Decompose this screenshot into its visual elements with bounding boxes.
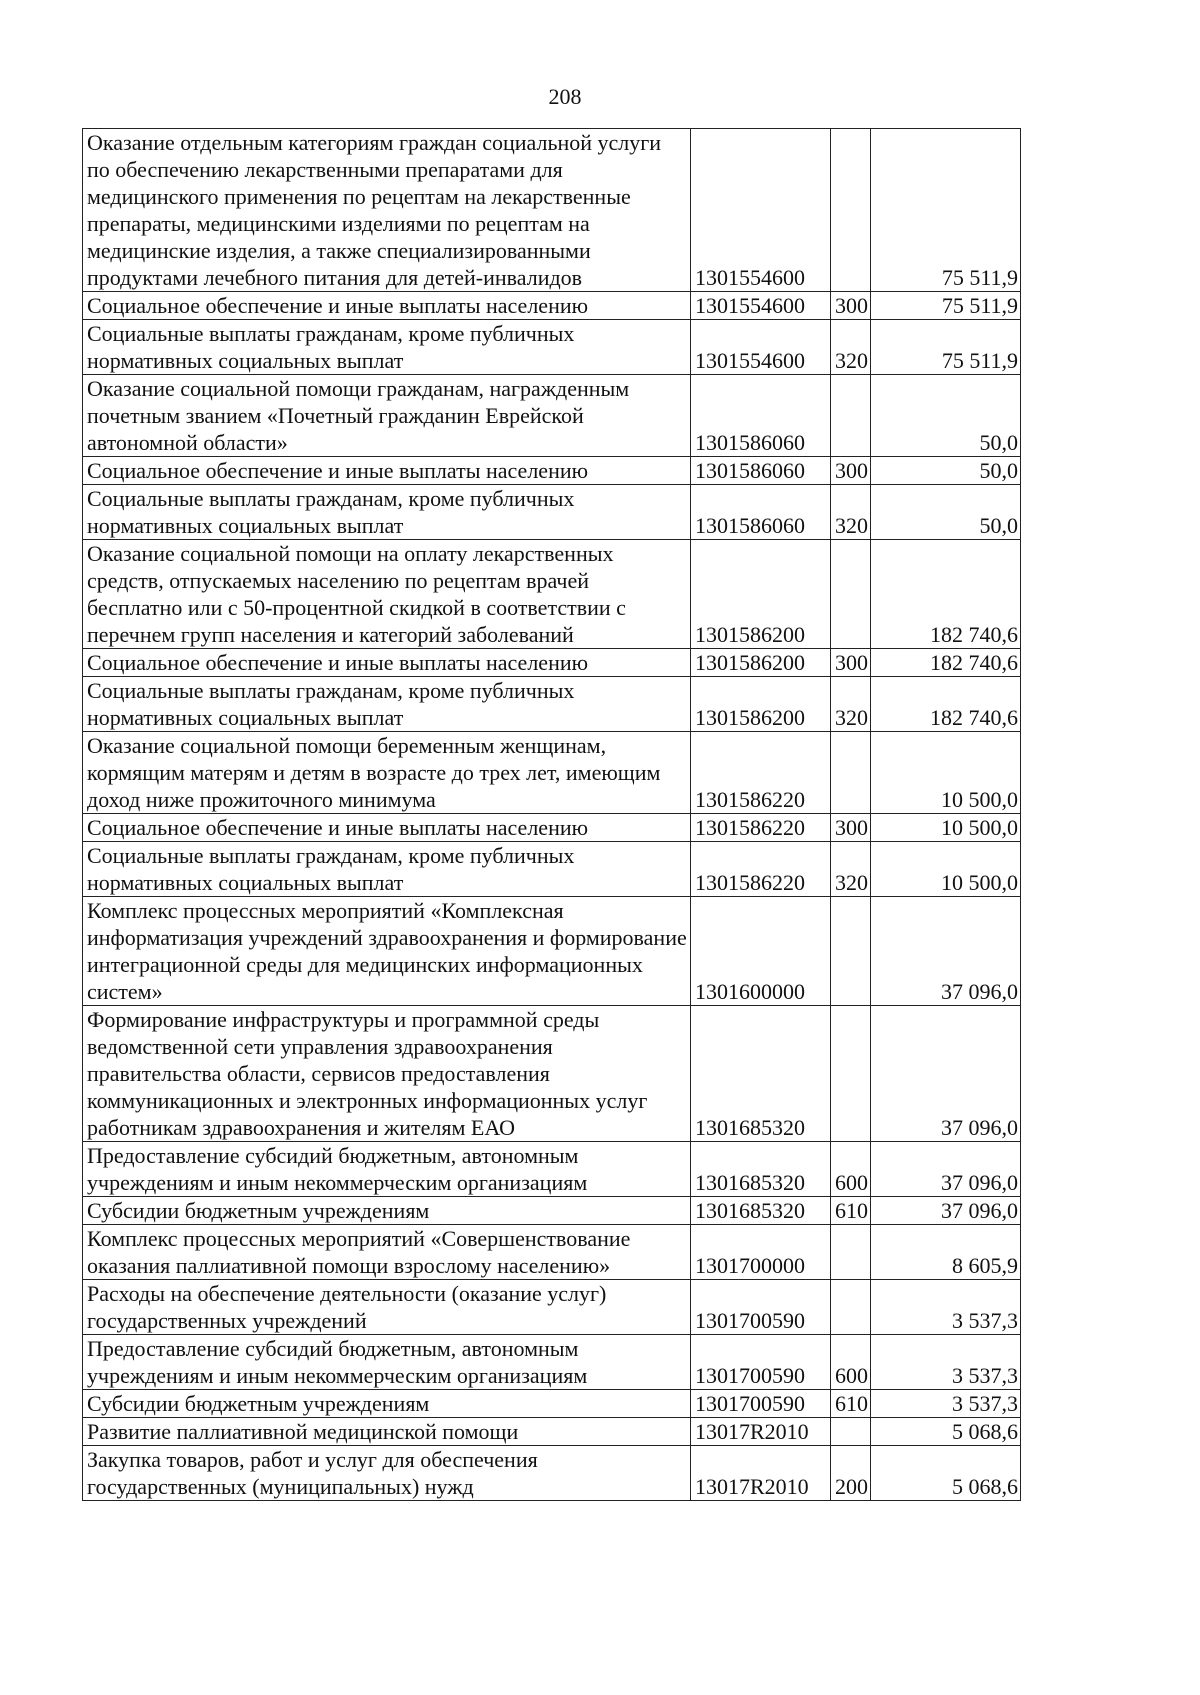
table-row (83, 1280, 1021, 1335)
row-type: 600 (831, 1335, 871, 1390)
row-type (831, 1280, 871, 1335)
row-name: Оказание социальной помощи на оплату лекарственных средств, отпускаемых населению по рецептам врачей бесплатно или с 50-процентной скидкой в соответствии с перечнем групп населения и категорий заболеваний (83, 540, 691, 649)
row-name: Комплекс процессных мероприятий «Совершенствование оказания паллиативной помощи взрослому населению» (83, 1225, 691, 1280)
row-type: 320 (831, 842, 871, 897)
row-type: 200 (831, 1446, 871, 1501)
row-name: Социальные выплаты гражданам, кроме публичных нормативных социальных выплат (83, 842, 691, 897)
budget-table (82, 128, 1021, 1501)
row-type: 610 (831, 1197, 871, 1225)
table-row (83, 485, 1021, 540)
table-row (83, 1446, 1021, 1501)
row-sum: 75 511,9 (871, 292, 1021, 320)
row-code: 13017R2010 (691, 1418, 831, 1446)
row-sum: 10 500,0 (871, 814, 1021, 842)
row-code: 1301586200 (691, 649, 831, 677)
row-sum: 182 740,6 (871, 677, 1021, 732)
row-code: 1301586200 (691, 540, 831, 649)
row-code: 13017R2010 (691, 1446, 831, 1501)
row-type: 320 (831, 320, 871, 375)
row-name: Оказание социальной помощи гражданам, награжденным почетным званием «Почетный гражданин Еврейской автономной области» (83, 375, 691, 457)
page-number: 208 (548, 84, 582, 109)
table-row (83, 1390, 1021, 1418)
row-sum: 10 500,0 (871, 732, 1021, 814)
row-name: Предоставление субсидий бюджетным, автономным учреждениям и иным некоммерческим организациям (83, 1335, 691, 1390)
row-code: 1301586060 (691, 485, 831, 540)
row-sum: 37 096,0 (871, 1142, 1021, 1197)
row-type: 600 (831, 1142, 871, 1197)
table-row (83, 1142, 1021, 1197)
row-sum: 50,0 (871, 375, 1021, 457)
table-row (83, 320, 1021, 375)
row-sum: 3 537,3 (871, 1335, 1021, 1390)
row-name: Расходы на обеспечение деятельности (оказание услуг) государственных учреждений (83, 1280, 691, 1335)
row-name: Развитие паллиативной медицинской помощи (83, 1418, 691, 1446)
row-name: Социальное обеспечение и иные выплаты населению (83, 649, 691, 677)
row-code: 1301586220 (691, 842, 831, 897)
row-name: Формирование инфраструктуры и программной среды ведомственной сети управления здравоохранения правительства области, сервисов предоставления коммуникационных и электронных информационных услуг работникам здравоохранения и жителям ЕАО (83, 1006, 691, 1142)
row-name: Субсидии бюджетным учреждениям (83, 1197, 691, 1225)
row-sum: 50,0 (871, 485, 1021, 540)
row-code: 1301586220 (691, 732, 831, 814)
row-code: 1301700590 (691, 1335, 831, 1390)
row-name: Социальное обеспечение и иные выплаты населению (83, 814, 691, 842)
row-sum: 37 096,0 (871, 897, 1021, 1006)
table-row (83, 677, 1021, 732)
row-type (831, 375, 871, 457)
row-name: Предоставление субсидий бюджетным, автономным учреждениям и иным некоммерческим организациям (83, 1142, 691, 1197)
row-type (831, 897, 871, 1006)
row-type (831, 732, 871, 814)
row-name: Социальные выплаты гражданам, кроме публичных нормативных социальных выплат (83, 485, 691, 540)
row-code: 1301554600 (691, 129, 831, 292)
row-code: 1301586200 (691, 677, 831, 732)
row-code: 1301600000 (691, 897, 831, 1006)
row-type: 320 (831, 485, 871, 540)
budget-table-body (83, 129, 1021, 1501)
row-type: 300 (831, 814, 871, 842)
table-row (83, 129, 1021, 292)
table-row (83, 842, 1021, 897)
table-row (83, 540, 1021, 649)
row-sum: 37 096,0 (871, 1197, 1021, 1225)
row-code: 1301554600 (691, 320, 831, 375)
row-type: 610 (831, 1390, 871, 1418)
row-name: Закупка товаров, работ и услуг для обеспечения государственных (муниципальных) нужд (83, 1446, 691, 1501)
row-sum: 3 537,3 (871, 1390, 1021, 1418)
row-type: 300 (831, 649, 871, 677)
table-row (83, 1197, 1021, 1225)
table-row (83, 375, 1021, 457)
row-sum: 182 740,6 (871, 649, 1021, 677)
row-type (831, 1225, 871, 1280)
row-name: Социальное обеспечение и иные выплаты населению (83, 292, 691, 320)
table-row (83, 897, 1021, 1006)
row-sum: 75 511,9 (871, 129, 1021, 292)
row-code: 1301685320 (691, 1142, 831, 1197)
row-type (831, 1006, 871, 1142)
row-sum: 10 500,0 (871, 842, 1021, 897)
table-row (83, 292, 1021, 320)
row-code: 1301586060 (691, 457, 831, 485)
row-code: 1301700590 (691, 1390, 831, 1418)
row-code: 1301554600 (691, 292, 831, 320)
row-name: Социальное обеспечение и иные выплаты населению (83, 457, 691, 485)
row-sum: 37 096,0 (871, 1006, 1021, 1142)
table-row (83, 732, 1021, 814)
row-sum: 182 740,6 (871, 540, 1021, 649)
table-row (83, 457, 1021, 485)
row-name: Социальные выплаты гражданам, кроме публичных нормативных социальных выплат (83, 320, 691, 375)
row-sum: 8 605,9 (871, 1225, 1021, 1280)
row-code: 1301586220 (691, 814, 831, 842)
row-code: 1301586060 (691, 375, 831, 457)
row-type (831, 540, 871, 649)
row-name: Комплекс процессных мероприятий «Комплексная информатизация учреждений здравоохранения и формирование интеграционной среды для медицинских информационных систем» (83, 897, 691, 1006)
table-row (83, 649, 1021, 677)
table-row (83, 1335, 1021, 1390)
row-type: 300 (831, 457, 871, 485)
row-code: 1301700000 (691, 1225, 831, 1280)
row-name: Оказание социальной помощи беременным женщинам, кормящим матерям и детям в возрасте до трех лет, имеющим доход ниже прожиточного минимума (83, 732, 691, 814)
row-code: 1301700590 (691, 1280, 831, 1335)
row-name: Субсидии бюджетным учреждениям (83, 1390, 691, 1418)
row-sum: 3 537,3 (871, 1280, 1021, 1335)
table-row (83, 1006, 1021, 1142)
row-sum: 5 068,6 (871, 1418, 1021, 1446)
row-type: 320 (831, 677, 871, 732)
row-type (831, 129, 871, 292)
table-row (83, 1418, 1021, 1446)
row-type: 300 (831, 292, 871, 320)
row-sum: 50,0 (871, 457, 1021, 485)
row-type (831, 1418, 871, 1446)
row-code: 1301685320 (691, 1197, 831, 1225)
row-sum: 75 511,9 (871, 320, 1021, 375)
row-code: 1301685320 (691, 1006, 831, 1142)
row-sum: 5 068,6 (871, 1446, 1021, 1501)
row-name: Социальные выплаты гражданам, кроме публичных нормативных социальных выплат (83, 677, 691, 732)
table-row (83, 814, 1021, 842)
table-row (83, 1225, 1021, 1280)
row-name: Оказание отдельным категориям граждан социальной услуги по обеспечению лекарственными препаратами для медицинского применения по рецептам на лекарственные препараты, медицинскими изделиями по рецептам на медицинские изделия, а также специализированными продуктами лечебного питания для детей-инвалидов (83, 129, 691, 292)
